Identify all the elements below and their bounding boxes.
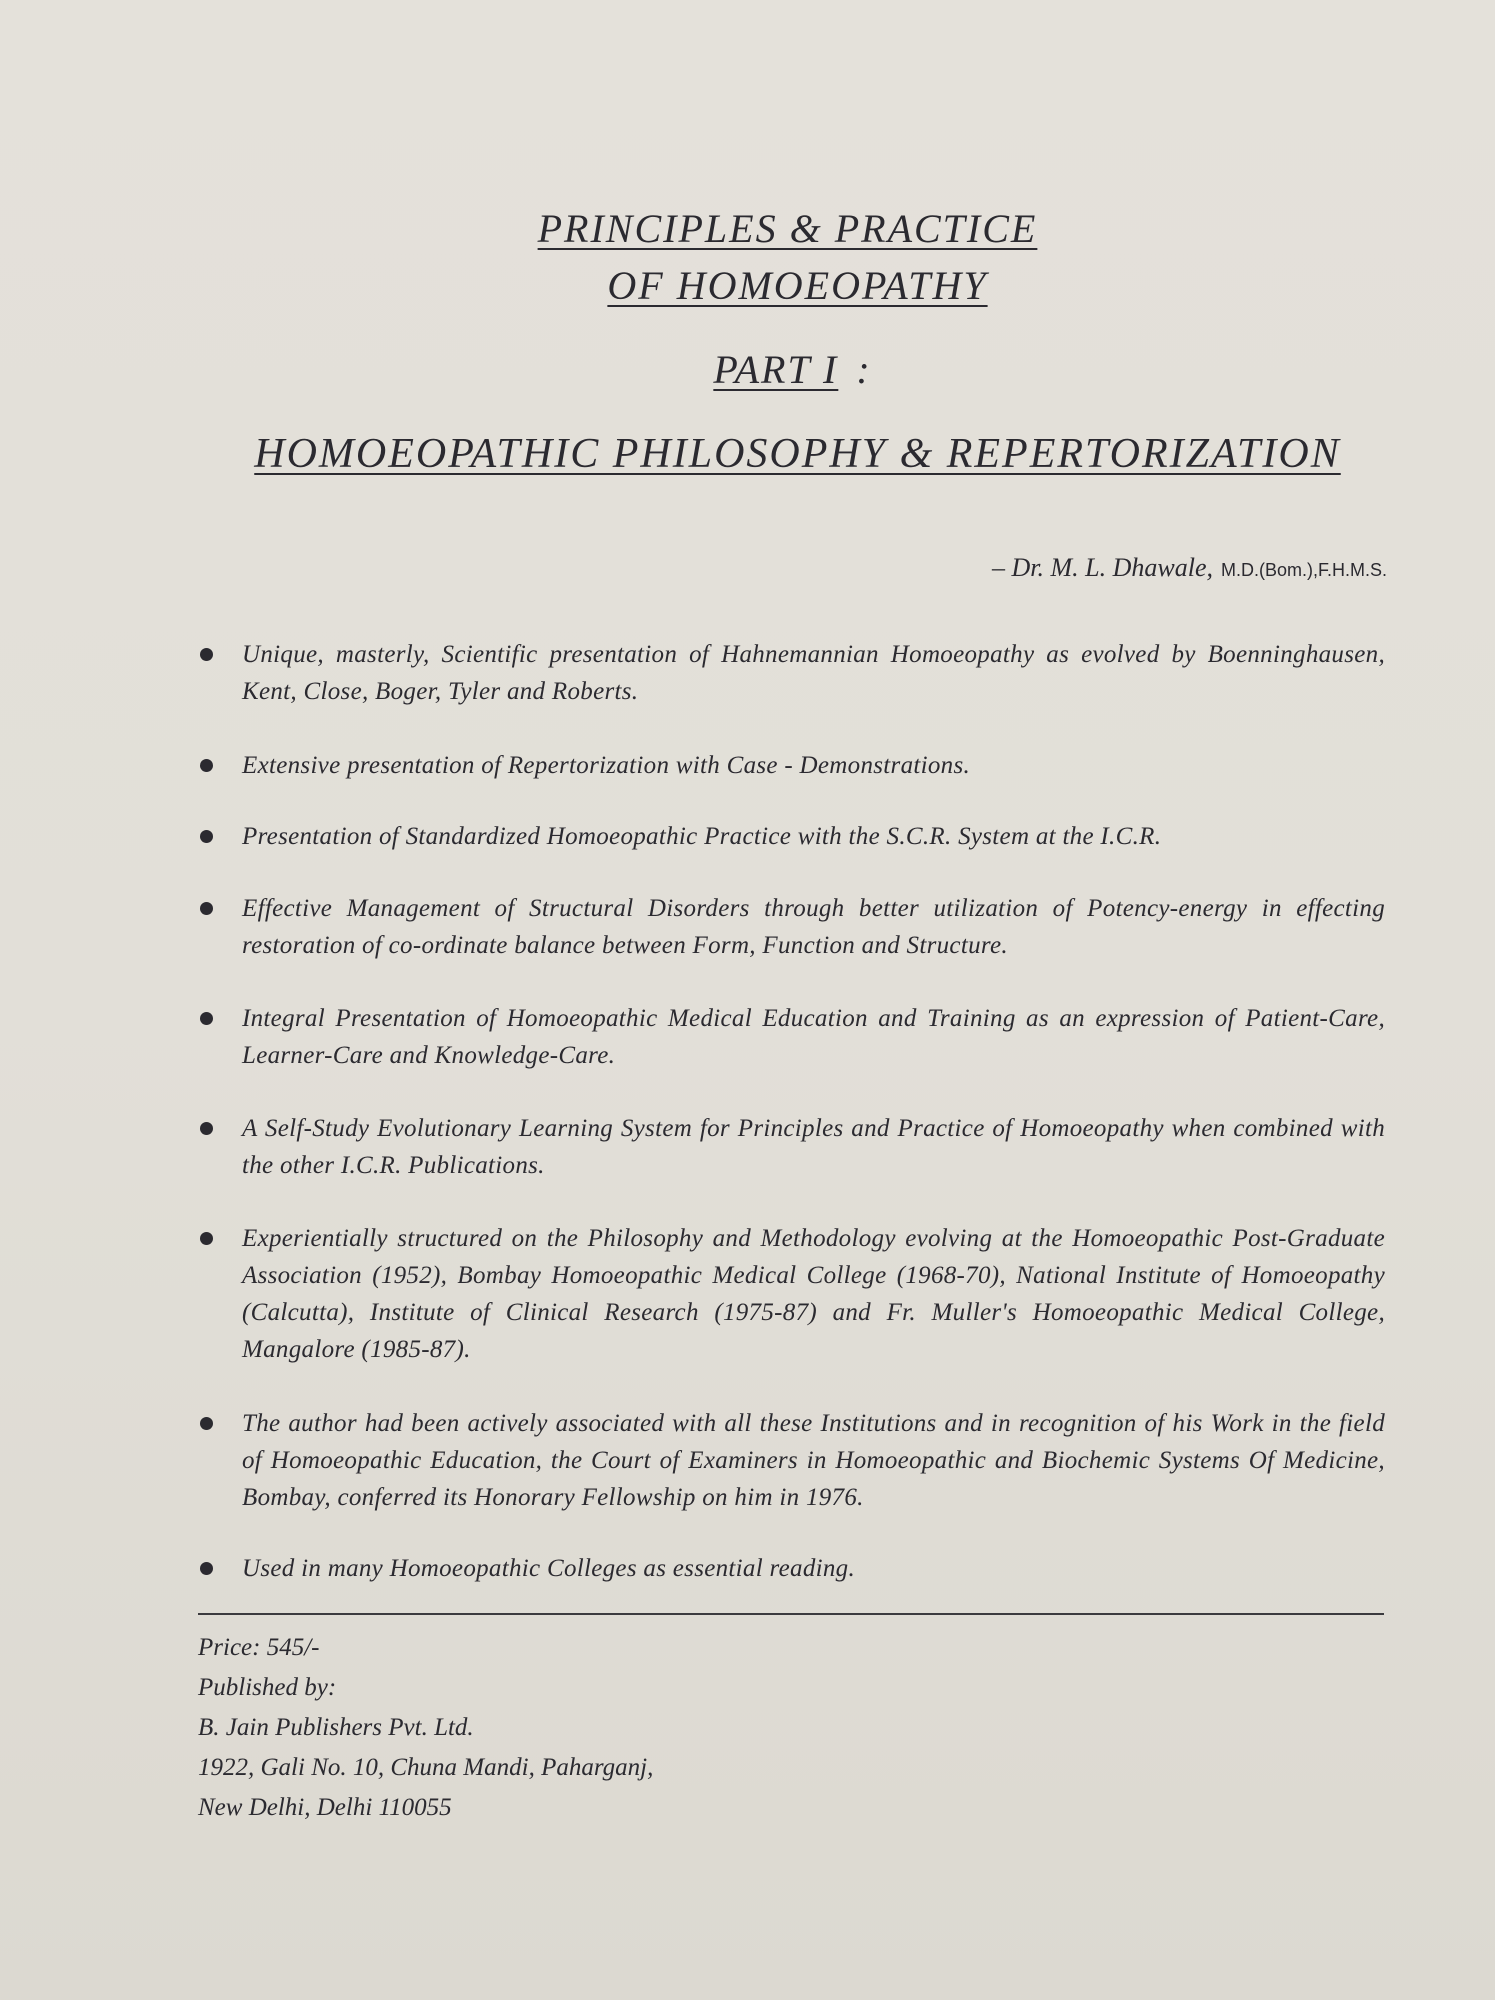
list-item [200,1220,1385,1368]
bullet-icon [200,1417,213,1430]
bullet-icon [200,648,213,661]
publisher-name: B. Jain Publishers Pvt. Ltd. [198,1714,474,1741]
price: Price: 545/- [198,1634,320,1661]
list-item [200,1550,1385,1587]
list-item [200,1000,1385,1074]
list-item [200,818,1385,855]
list-item-text: Effective Management of Structural Disorders through better utilization of Potency-energy in effecting restoration of co-ordinate balance between Form, Function and Structure. [242,895,1385,959]
list-item-text: Integral Presentation of Homoeopathic Medical Education and Training as an expression of Patient-Care, Learner-Care and Knowledge-Care. [242,1005,1385,1069]
list-item-text: Presentation of Standardized Homoeopathic Practice with the S.C.R. System at the I.C.R. [242,823,1162,850]
title-line-1-block [40,205,1495,252]
title-line-2: OF HOMOEOPATHY [607,263,988,308]
title-line-1: PRINCIPLES & PRACTICE [537,206,1038,251]
list-item [200,636,1385,710]
publisher-address-line-1: 1922, Gali No. 10, Chuna Mandi, Paharganj, [198,1754,654,1781]
publisher-address-line-2: New Delhi, Delhi 110055 [198,1794,452,1821]
bullet-icon [200,830,213,843]
bullet-icon [200,1562,213,1575]
title-line-2-block [50,262,1495,309]
author-credentials: M.D.(Bom.),F.H.M.S. [1221,560,1387,580]
subtitle-block [50,430,1495,478]
bullet-icon [200,1012,213,1025]
bullet-icon [200,1122,213,1135]
divider [198,1613,1384,1615]
part-colon: : [856,347,872,392]
list-item-text: Unique, masterly, Scientific presentation of Hahnemannian Homoeopathy as evolved by Boenninghausen, Kent, Close, Boger, Tyler and Roberts. [242,641,1385,705]
bullet-icon [200,759,213,772]
list-item [200,1405,1385,1516]
list-item [200,747,1385,784]
part-heading-block [45,346,1495,393]
author-line [992,553,1387,583]
list-item-text: A Self-Study Evolutionary Learning System for Principles and Practice of Homoeopathy when combined with the other I.C.R. Publications. [242,1115,1385,1179]
list-item-text: Experientially structured on the Philosophy and Methodology evolving at the Homoeopathic Post-Graduate Association (1952), Bombay Homoeopathic Medical College (1968-70), National Institute of Homoeopathy (Calcutta), Institute of Clinical Research (1975-87) and Fr. Muller's Homoeopathic Medical College, Mangalore (1985-87). [242,1225,1385,1363]
subtitle: HOMOEOPATHIC PHILOSOPHY & REPERTORIZATION [254,431,1341,477]
list-item-text: Used in many Homoeopathic Colleges as essential reading. [242,1555,856,1582]
list-item-text: Extensive presentation of Repertorization with Case - Demonstrations. [242,752,971,779]
list-item-text: The author had been actively associated with all these Institutions and in recognition of his Work in the field of Homoeopathic Education, the Court of Examiners in Homoeopathic and Biochemic Systems Of Medicine, Bombay, conferred its Honorary Fellowship on him in 1976. [242,1410,1385,1511]
author-name: – Dr. M. L. Dhawale, [991,553,1213,582]
publisher-info [198,1628,653,1828]
list-item [200,890,1385,964]
part-heading: PART I [713,347,839,392]
list-item [200,1110,1385,1184]
bullet-icon [200,902,213,915]
bullet-icon [200,1232,213,1245]
published-by-label: Published by: [198,1674,337,1701]
